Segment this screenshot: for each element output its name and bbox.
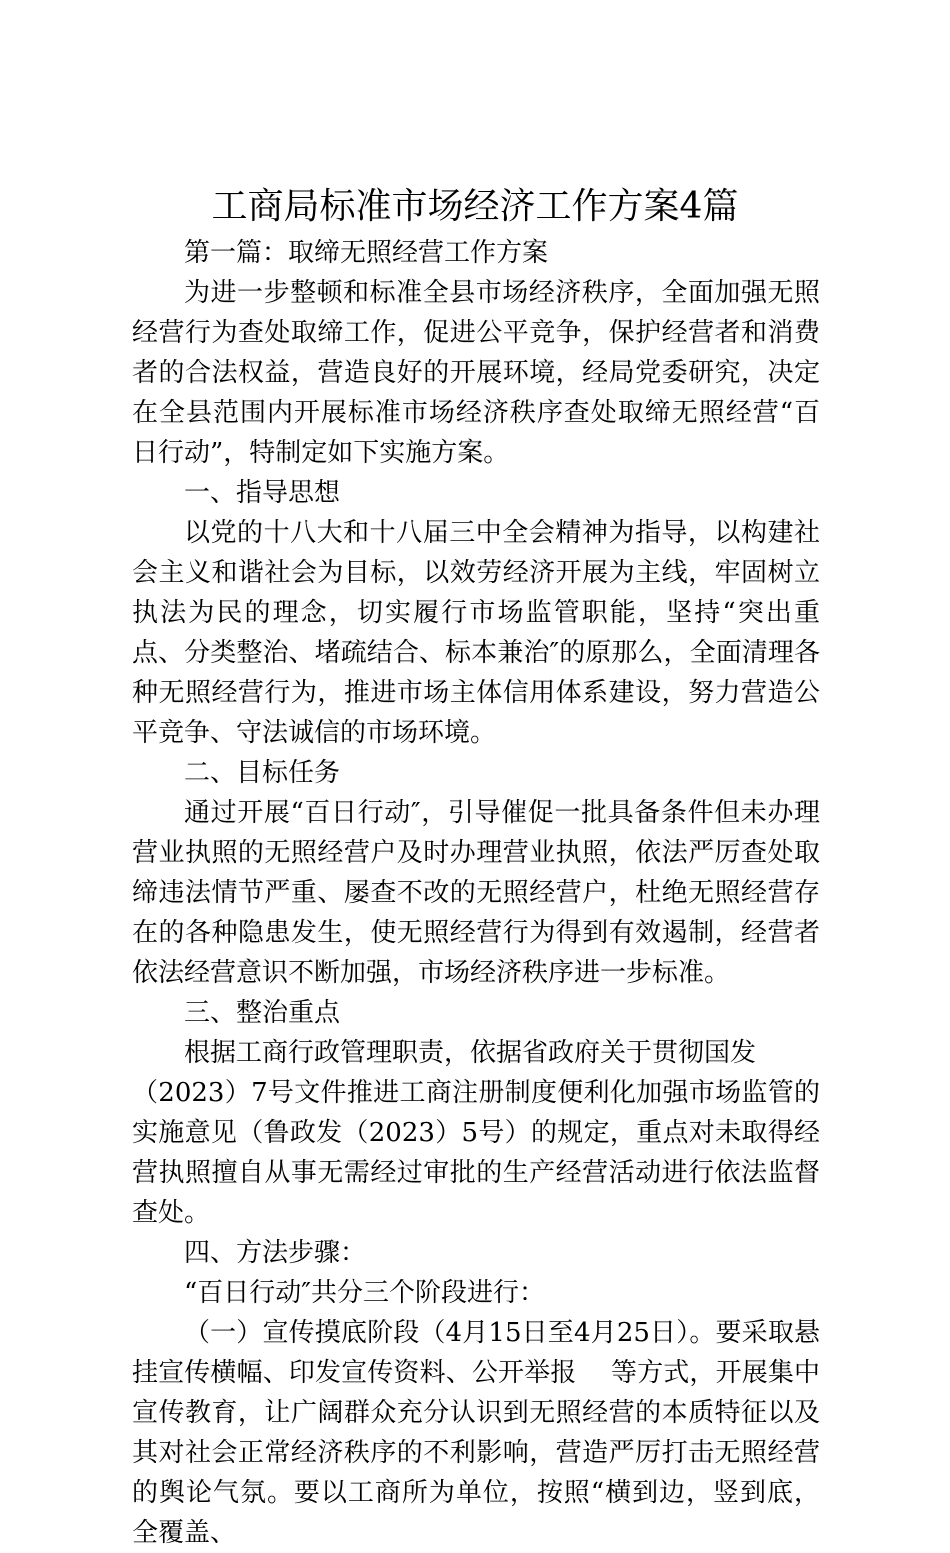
- body-paragraph: “百日行动″共分三个阶段进行：: [184, 1278, 546, 1308]
- section-heading: 二、目标任务: [184, 758, 341, 788]
- document-body: [132, 233, 820, 1553]
- body-paragraph: 为进一步整顿和标准全县市场经济秩序，全面加强无照经营行为查处取缔工作，促进公平竞争，保护经营者和消费者的合法权益，营造良好的开展环境，经局党委研究，决定在全县范围内开展标准市场经济秩序查处取缔无照经营“百日行动”，特制定如下实施方案。: [132, 278, 820, 468]
- section-heading: 第一篇：取缔无照经营工作方案: [184, 238, 549, 268]
- body-paragraph: 以党的十八大和十八届三中全会精神为指导，以构建社会主义和谐社会为目标，以效劳经济开展为主线，牢固树立执法为民的理念，切实履行市场监管职能，坚持“突出重点、分类整治、堵疏结合、标本兼治″的原那么，全面清理各种无照经营行为，推进市场主体信用体系建设，努力营造公平竞争、守法诚信的市场环境。: [132, 518, 820, 748]
- body-paragraph: 通过开展“百日行动″，引导催促一批具备条件但未办理营业执照的无照经营户及时办理营业执照，依法严厉查处取缔违法情节严重、屡查不改的无照经营户，杜绝无照经营存在的各种隐患发生，使无照经营行为得到有效遏制，经营者依法经营意识不断加强，市场经济秩序进一步标准。: [132, 798, 820, 988]
- body-paragraph: 根据工商行政管理职责，依据省政府关于贯彻国发: [184, 1038, 757, 1068]
- section-heading: 一、指导思想: [184, 478, 341, 508]
- body-paragraph: （2023）7号文件推进工商注册制度便利化加强市场监管的实施意见（鲁政发（2023）5号）的规定，重点对未取得经营执照擅自从事无需经过审批的生产经营活动进行依法监督查处。: [132, 1078, 820, 1228]
- section-heading: 三、整治重点: [184, 998, 341, 1028]
- document-title: 工商局标准市场经济工作方案4篇: [211, 186, 739, 227]
- body-paragraph: （一）宣传摸底阶段（4月15日至4月25日）。要采取悬挂宣传横幅、印发宣传资料、公开举报 等方式，开展集中宣传教育，让广阔群众充分认识到无照经营的本质特征以及其对社会正常经济秩序的不利影响，营造严厉打击无照经营的舆论气氛。要以工商所为单位，按照“横到边，竖到底，全覆盖、: [132, 1318, 820, 1548]
- section-heading: 四、方法步骤：: [184, 1238, 367, 1268]
